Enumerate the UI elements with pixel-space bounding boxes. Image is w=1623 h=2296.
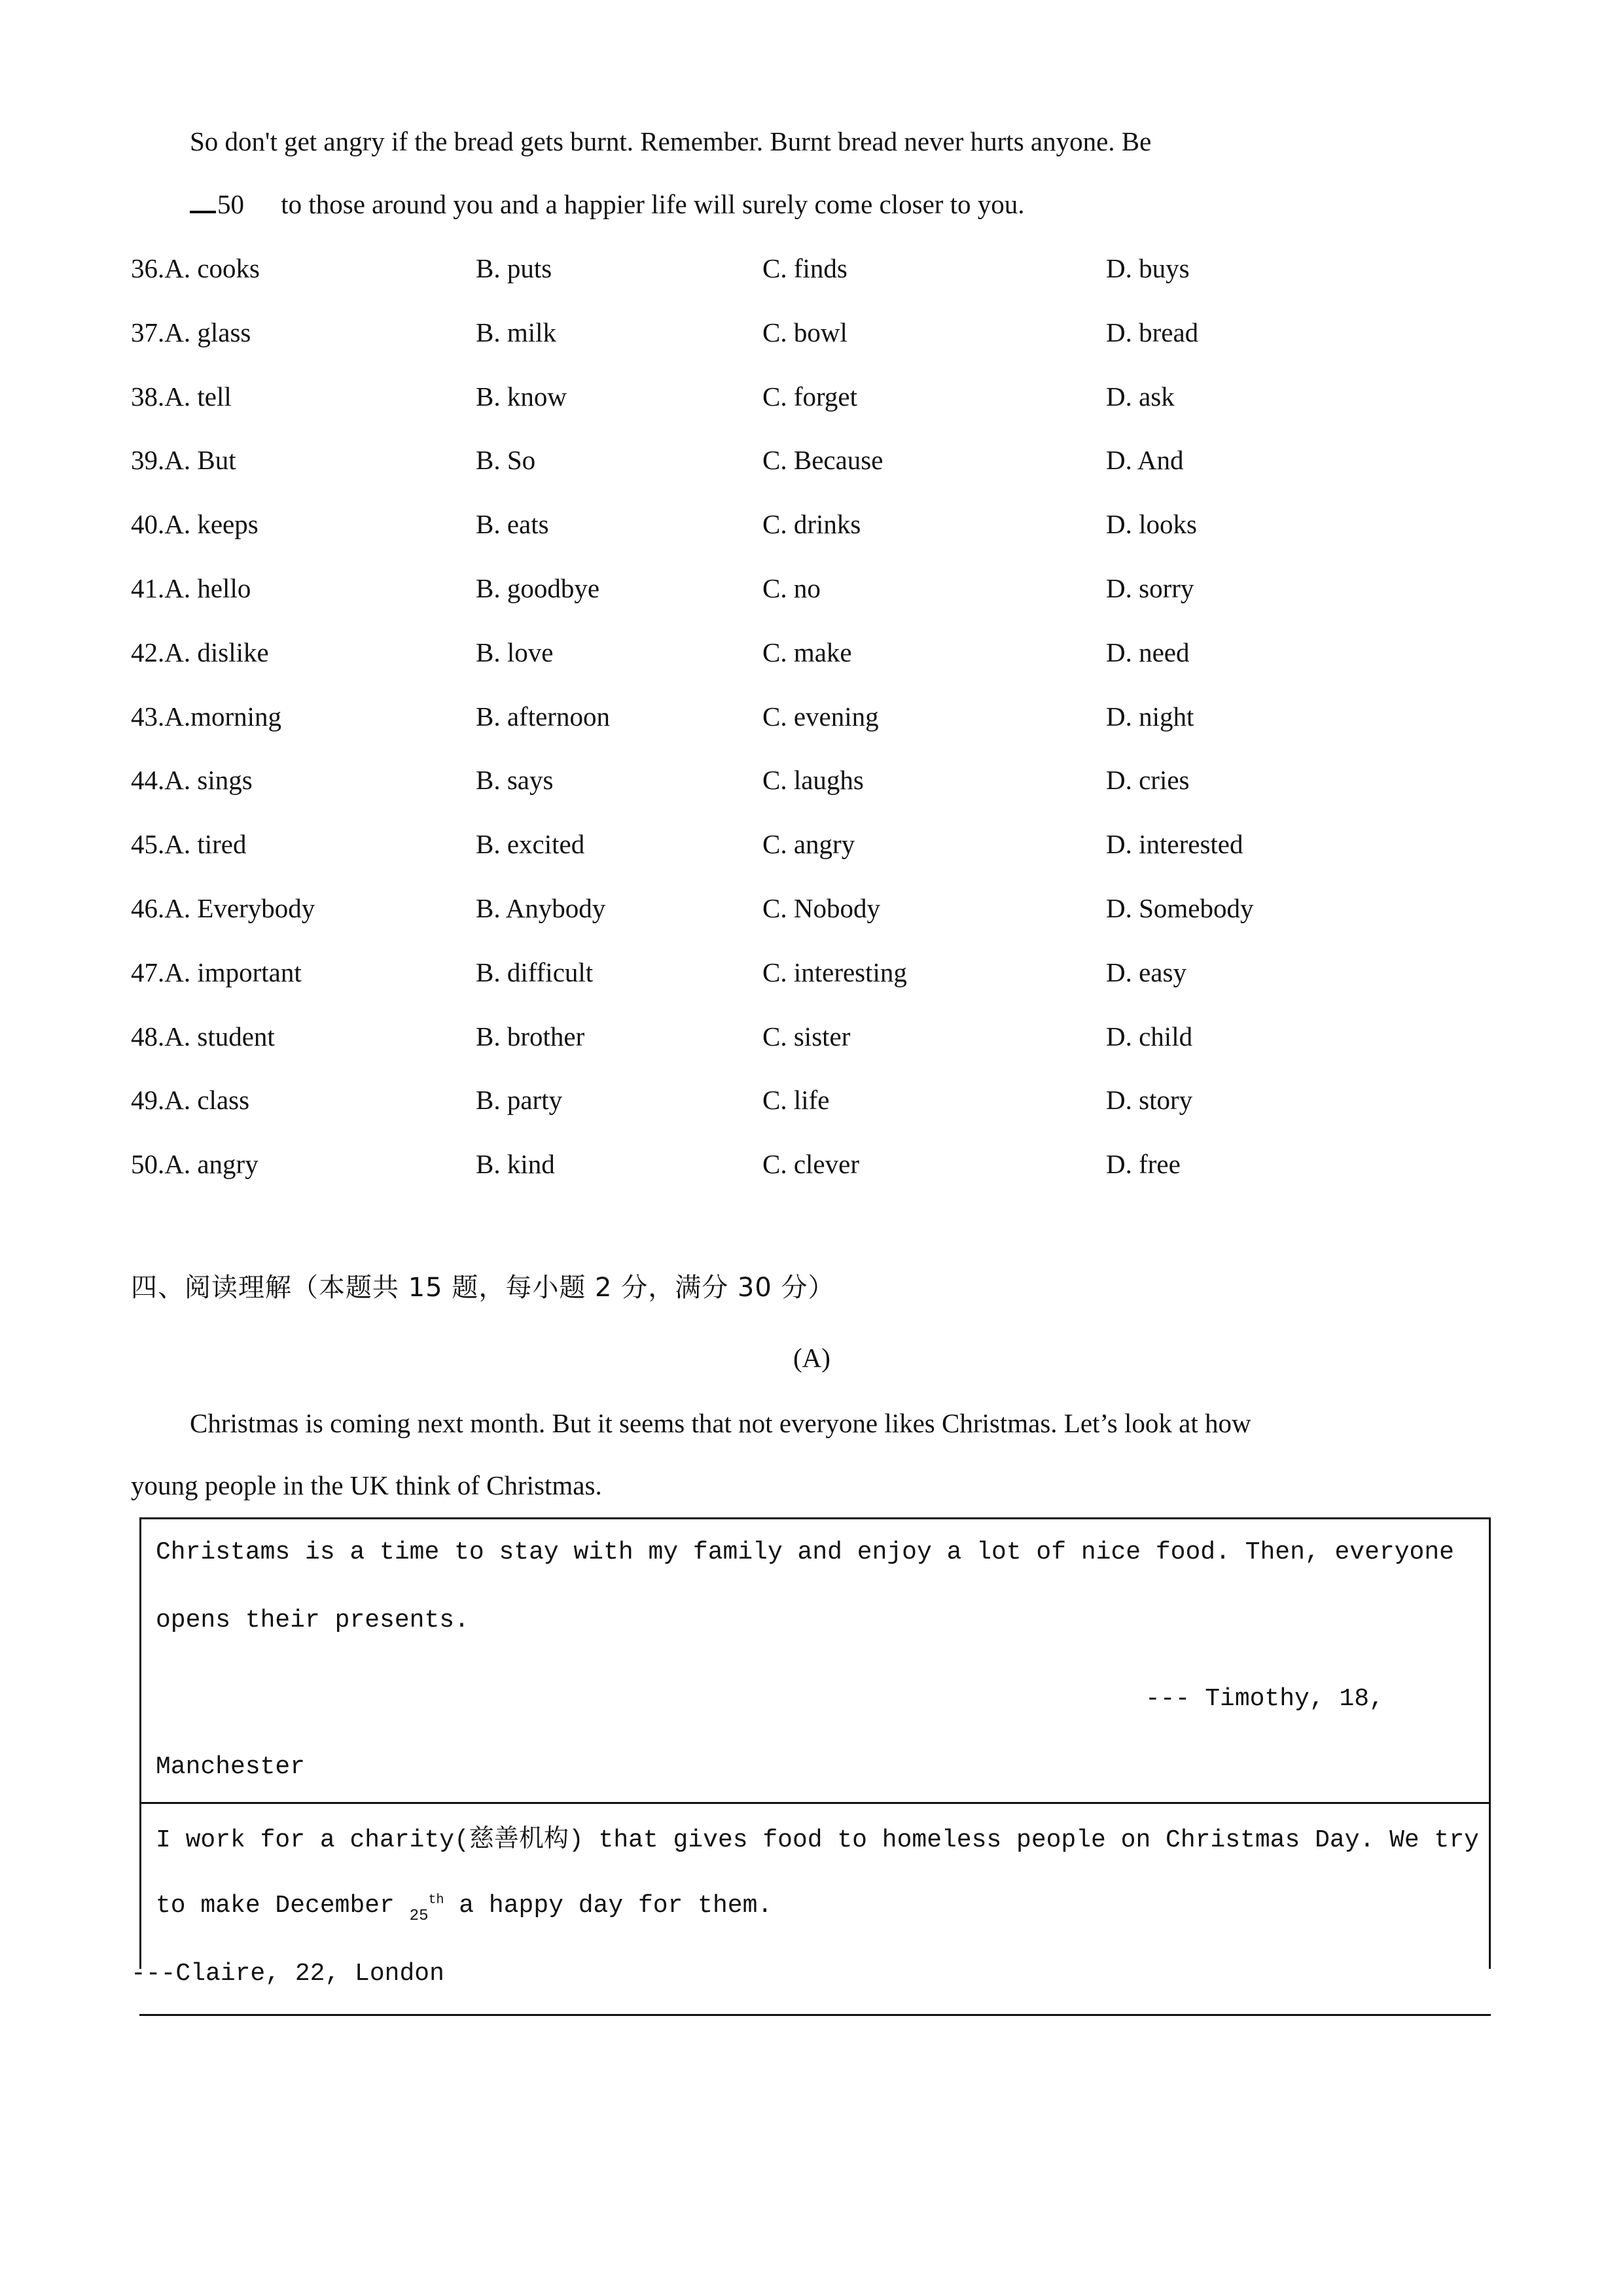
option-d: D. story bbox=[1106, 1085, 1193, 1115]
passage-line-2-text: to those around you and a happier life will surely come closer to you. bbox=[281, 189, 1025, 219]
option-c: C. evening bbox=[762, 701, 879, 732]
option-c: C. finds bbox=[762, 253, 847, 283]
option-d: D. buys bbox=[1106, 253, 1190, 283]
option-b: B. brother bbox=[476, 1021, 585, 1051]
table-bottom-border bbox=[139, 2014, 1491, 2016]
option-b: B. says bbox=[476, 765, 554, 795]
claire-signature: ---Claire, 22, London bbox=[131, 1960, 444, 1988]
option-a: 39.A. But bbox=[131, 445, 236, 475]
option-c: C. Nobody bbox=[762, 893, 880, 923]
part-label: (A) bbox=[793, 1343, 830, 1373]
claire-line-2-a: to make December bbox=[156, 1892, 410, 1920]
option-b: B. excited bbox=[476, 829, 585, 859]
table-right-border bbox=[1489, 1517, 1491, 1969]
option-b: B. difficult bbox=[476, 957, 594, 987]
option-c: C. Because bbox=[762, 445, 883, 475]
option-c: C. life bbox=[762, 1085, 830, 1115]
claire-date-suffix: th bbox=[428, 1892, 444, 1908]
intro-line-1: Christmas is coming next month. But it seems that not everyone likes Christmas. Let’s look at how bbox=[190, 1408, 1251, 1438]
section-heading: 四、阅读理解（本题共 15 题，每小题 2 分，满分 30 分） bbox=[131, 1273, 835, 1303]
timothy-line-1: Christams is a time to stay with my family and enjoy a lot of nice food. Then, everyone bbox=[156, 1538, 1454, 1566]
option-a: 44.A. sings bbox=[131, 765, 253, 795]
option-a: 50.A. angry bbox=[131, 1149, 259, 1179]
option-a: 38.A. tell bbox=[131, 381, 232, 412]
option-a: 40.A. keeps bbox=[131, 509, 259, 539]
passage-line-1: So don't get angry if the bread gets burnt. Remember. Burnt bread never hurts anyone. Be bbox=[190, 126, 1152, 156]
option-b: B. Anybody bbox=[476, 893, 606, 923]
timothy-city: Manchester bbox=[156, 1753, 306, 1781]
option-a: 49.A. class bbox=[131, 1085, 250, 1115]
option-b: B. puts bbox=[476, 253, 552, 283]
claire-line-2-b: a happy day for them. bbox=[444, 1892, 773, 1920]
option-a: 41.A. hello bbox=[131, 573, 251, 603]
option-d: D. child bbox=[1106, 1021, 1193, 1051]
option-c: C. no bbox=[762, 573, 821, 603]
option-a: 48.A. student bbox=[131, 1021, 275, 1051]
option-d: D. cries bbox=[1106, 765, 1190, 795]
table-top-border bbox=[139, 1517, 1491, 1519]
option-d: D. looks bbox=[1106, 509, 1197, 539]
option-c: C. bowl bbox=[762, 317, 847, 347]
option-d: D. interested bbox=[1106, 829, 1243, 859]
option-b: B. So bbox=[476, 445, 536, 475]
blank-line bbox=[190, 191, 216, 213]
option-d: D. need bbox=[1106, 637, 1190, 667]
passage-line-2 bbox=[190, 191, 1025, 218]
option-c: C. forget bbox=[762, 381, 858, 412]
timothy-signature: --- Timothy, 18, bbox=[1145, 1685, 1384, 1713]
option-d: D. Somebody bbox=[1106, 893, 1254, 923]
option-d: D. And bbox=[1106, 445, 1184, 475]
blank-number: 50 bbox=[217, 189, 244, 219]
option-a: 42.A. dislike bbox=[131, 637, 269, 667]
option-c: C. angry bbox=[762, 829, 855, 859]
option-c: C. make bbox=[762, 637, 852, 667]
option-b: B. kind bbox=[476, 1149, 555, 1179]
claire-line-1-a: I work for a charity( bbox=[156, 1826, 469, 1854]
option-a: 45.A. tired bbox=[131, 829, 247, 859]
option-a: 36.A. cooks bbox=[131, 253, 260, 283]
timothy-line-2: opens their presents. bbox=[156, 1606, 469, 1634]
intro-line-2: young people in the UK think of Christmas. bbox=[131, 1470, 602, 1500]
option-d: D. easy bbox=[1106, 957, 1186, 987]
table-left-border bbox=[139, 1517, 141, 1969]
option-d: D. ask bbox=[1106, 381, 1175, 412]
option-c: C. interesting bbox=[762, 957, 907, 987]
claire-date-number: 25 bbox=[409, 1907, 429, 1925]
option-c: C. drinks bbox=[762, 509, 861, 539]
option-a: 47.A. important bbox=[131, 957, 302, 987]
option-a: 46.A. Everybody bbox=[131, 893, 315, 923]
option-b: B. afternoon bbox=[476, 701, 610, 732]
option-b: B. eats bbox=[476, 509, 549, 539]
option-a: 37.A. glass bbox=[131, 317, 251, 347]
claire-line-2 bbox=[156, 1892, 773, 1925]
option-b: B. know bbox=[476, 381, 567, 412]
option-d: D. free bbox=[1106, 1149, 1181, 1179]
option-b: B. milk bbox=[476, 317, 557, 347]
option-b: B. love bbox=[476, 637, 554, 667]
table-row-divider bbox=[139, 1802, 1491, 1804]
claire-line-1 bbox=[156, 1826, 1479, 1853]
option-d: D. bread bbox=[1106, 317, 1199, 347]
option-d: D. sorry bbox=[1106, 573, 1194, 603]
option-a: 43.A.morning bbox=[131, 701, 282, 732]
option-d: D. night bbox=[1106, 701, 1194, 732]
option-b: B. goodbye bbox=[476, 573, 600, 603]
option-c: C. sister bbox=[762, 1021, 851, 1051]
claire-line-1-cjk: 慈善机构 bbox=[469, 1824, 569, 1852]
option-c: C. laughs bbox=[762, 765, 864, 795]
claire-line-1-b: ) that gives food to homeless people on Christmas Day. We try bbox=[568, 1826, 1479, 1854]
option-c: C. clever bbox=[762, 1149, 859, 1179]
option-b: B. party bbox=[476, 1085, 563, 1115]
